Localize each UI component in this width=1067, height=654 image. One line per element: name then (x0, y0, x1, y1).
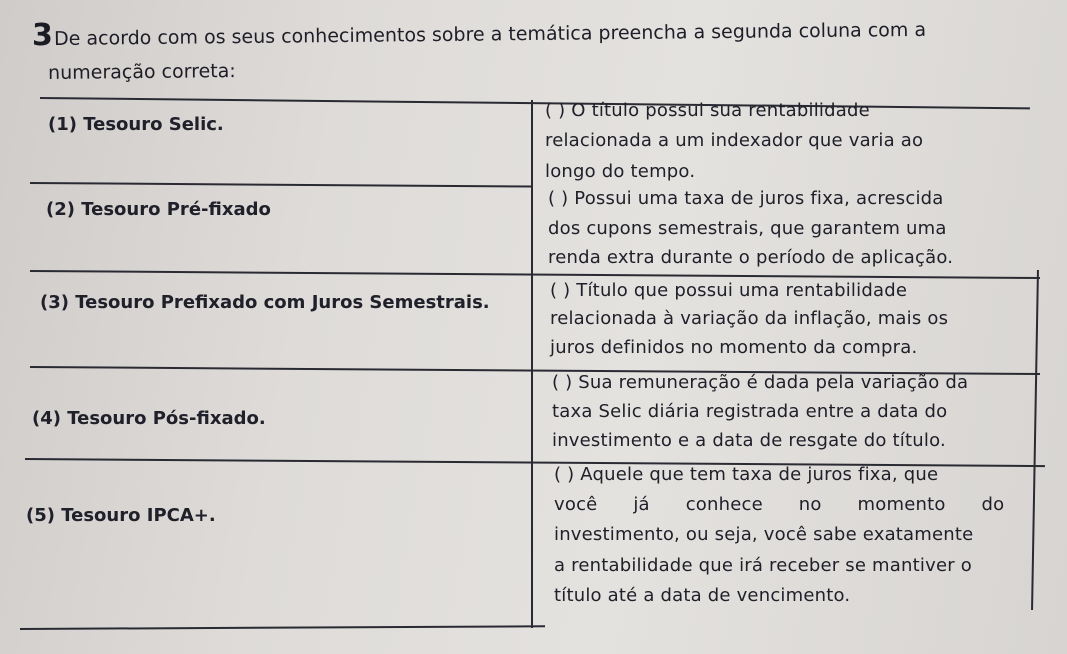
description-3-line-1: ( ) Título que possui uma rentabilidade (550, 280, 908, 301)
column-divider (531, 100, 533, 628)
description-1-line-3: longo do tempo. (545, 161, 696, 182)
table-right-border (1031, 270, 1039, 610)
description-5-line-3: investimento, ou seja, você sabe exatamente (554, 524, 974, 545)
description-1-line-1: ( ) O título possui sua rentabilidade (545, 100, 870, 121)
table-top-border (40, 97, 1030, 109)
description-5-line-2: você já conhece no momento do (554, 494, 1005, 515)
description-5-line-5: título até a data de vencimento. (554, 585, 851, 606)
description-2-line-2: dos cupons semestrais, que garantem uma (548, 218, 947, 239)
option-3-tesouro-prefixado-juros-semestrais: (3) Tesouro Prefixado com Juros Semestrais. (40, 292, 490, 313)
description-2-line-3: renda extra durante o período de aplicação. (548, 247, 954, 268)
question-prompt-line-1: De acordo com os seus conhecimentos sobre a temática preencha a segunda coluna com a (54, 18, 927, 50)
option-1-tesouro-selic: (1) Tesouro Selic. (48, 114, 224, 135)
description-4-line-2: taxa Selic diária registrada entre a data do (552, 401, 948, 422)
description-4-line-1: ( ) Sua remuneração é dada pela variação da (552, 372, 969, 393)
description-4-line-3: investimento e a data de resgate do título. (552, 430, 946, 451)
description-5-line-1: ( ) Aquele que tem taxa de juros fixa, que (554, 464, 939, 485)
row-divider-1 (30, 182, 532, 188)
table-bottom-border (20, 625, 545, 630)
description-1-line-2: relacionada a um indexador que varia ao (545, 130, 924, 151)
option-4-tesouro-posfixado: (4) Tesouro Pós-fixado. (32, 408, 266, 429)
description-2-line-1: ( ) Possui uma taxa de juros fixa, acrescida (548, 188, 944, 209)
row-divider-2 (30, 270, 1040, 279)
question-number: 3 (32, 18, 52, 53)
option-5-tesouro-ipca: (5) Tesouro IPCA+. (26, 505, 216, 526)
question-prompt-line-2: numeração correta: (48, 60, 236, 84)
description-3-line-3: juros definidos no momento da compra. (550, 337, 918, 358)
description-3-line-2: relacionada à variação da inflação, mais os (550, 308, 949, 329)
option-2-tesouro-prefixado: (2) Tesouro Pré-fixado (46, 199, 271, 220)
description-5-line-4: a rentabilidade que irá receber se mantiver o (554, 555, 972, 576)
